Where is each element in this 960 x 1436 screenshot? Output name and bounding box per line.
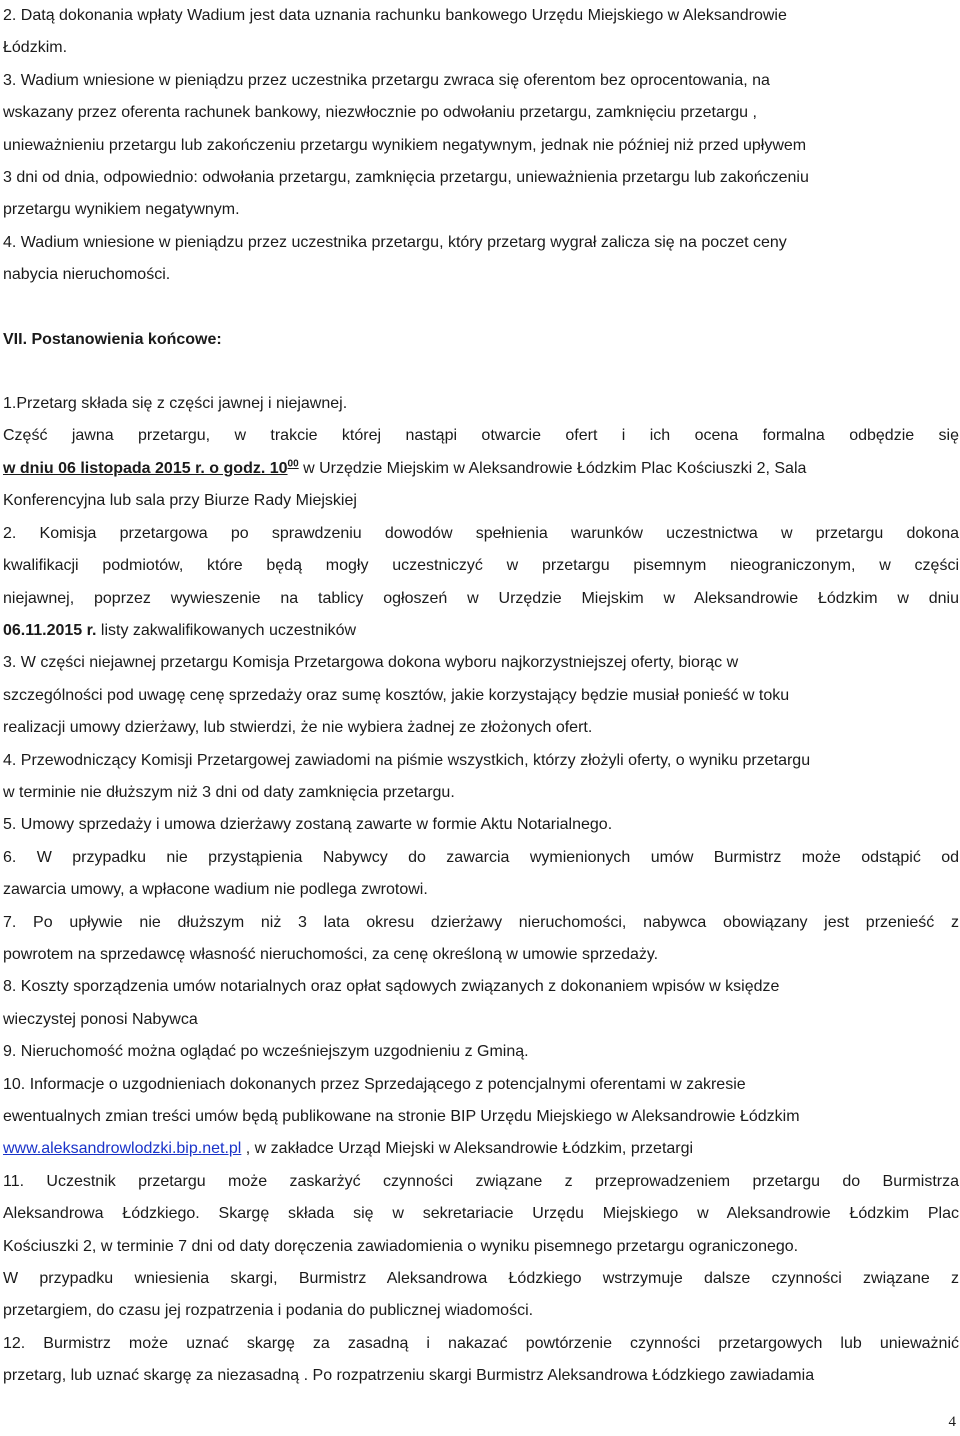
- text-line: 8. Koszty sporządzenia umów notarialnych oraz opłat sądowych związanych z dokonaniem wpisów w księdze: [3, 978, 780, 996]
- text-line: unieważnieniu przetargu lub zakończeniu przetargu wynikiem negatywnym, jednak nie później niż przed upływem: [3, 136, 807, 154]
- text-line: niejawnej, poprzez wywieszenie na tablicy ogłoszeń w Urzędzie Miejskim w Aleksandrowie Łódzkim w dniu: [3, 589, 959, 607]
- text-line: W przypadku wniesienia skargi, Burmistrz Aleksandrowa Łódzkiego wstrzymuje dalsze czynności związane z: [3, 1270, 959, 1288]
- text-line: 3. Wadium wniesione w pieniądzu przez uczestnika przetargu zwraca się oferentom bez oprocentowania, na: [3, 71, 770, 89]
- text-line: Konferencyjna lub sala przy Biurze Rady Miejskiej: [3, 492, 357, 510]
- text-line: www.aleksandrowlodzki.bip.net.pl , w zakładce Urząd Miejski w Aleksandrowie Łódzkim, przetargi: [3, 1140, 694, 1158]
- document-body: [3, 0, 959, 1393]
- text-line: 11. Uczestnik przetargu może zaskarżyć czynności związane z przeprowadzeniem przetargu do Burmistrza: [3, 1172, 959, 1190]
- page-number: 4: [948, 1414, 956, 1430]
- text-line: szczególności pod uwagę cenę sprzedaży oraz sumę kosztów, jakie korzystający będzie musiał ponieść w toku: [3, 686, 790, 704]
- session-time-minutes: 00: [287, 458, 299, 470]
- text-line: Kościuszki 2, w terminie 7 dni od daty doręczenia zawiadomienia o wyniku pisemnego przetargu ograniczonego.: [3, 1237, 799, 1255]
- text-line: 4. Przewodniczący Komisji Przetargowej zawiadomi na piśmie wszystkich, którzy złożyli oferty, o wyniku przetargu: [3, 751, 811, 769]
- text-line: Część jawna przetargu, w trakcie której nastąpi otwarcie ofert i ich ocena formalna odbędzie się: [3, 427, 959, 445]
- text-line: powrotem na sprzedawcę własność nieruchomości, za cenę określoną w umowie sprzedaży.: [3, 945, 659, 963]
- text-line: 6. W przypadku nie przystąpienia Nabywcy do zawarcia wymienionych umów Burmistrz może odstąpić od: [3, 848, 959, 866]
- text-line: Aleksandrowa Łódzkiego. Skargę składa się w sekretariacie Urzędu Miejskiego w Aleksandrowie Łódzkim Plac: [3, 1205, 959, 1223]
- text-line: przetargu wynikiem negatywnym.: [3, 201, 240, 219]
- text-line: 12. Burmistrz może uznać skargę za zasadną i nakazać powtórzenie czynności przetargowych lub unieważnić: [3, 1334, 959, 1352]
- text-line: Łódzkim.: [3, 39, 68, 57]
- session-date: w dniu 06 listopada 2015 r. o godz. 10: [3, 459, 288, 477]
- text-line: 3. W części niejawnej przetargu Komisja Przetargowa dokona wyboru najkorzystniejszej oferty, biorąc w: [3, 654, 739, 672]
- text-line: nabycia nieruchomości.: [3, 266, 171, 284]
- text-line: 06.11.2015 r. listy zakwalifikowanych uczestników: [3, 621, 357, 639]
- text-line: w terminie nie dłuższym niż 3 dni od daty zamknięcia przetargu.: [3, 783, 455, 801]
- text-line: realizacji umowy dzierżawy, lub stwierdzi, że nie wybiera żadnej ze złożonych ofert.: [3, 719, 593, 737]
- text-line: 10. Informacje o uzgodnieniach dokonanych przez Sprzedającego z potencjalnymi oferentami w zakresie: [3, 1075, 746, 1093]
- session-location: w Urzędzie Miejskim w Aleksandrowie Łódzkim Plac Kościuszki 2, Sala: [298, 459, 807, 477]
- text-line: przetargiem, do czasu jej rozpatrzenia i podania do publicznej wiadomości.: [3, 1302, 534, 1320]
- text-line: 7. Po upływie nie dłuższym niż 3 lata okresu dzierżawy nieruchomości, nabywca obowiązany jest przenieść z: [3, 913, 959, 931]
- text-line: wskazany przez oferenta rachunek bankowy, niezwłocznie po odwołaniu przetargu, zamknięciu przetargu ,: [3, 104, 757, 122]
- text-line: 2. Datą dokonania wpłaty Wadium jest data uznania rachunku bankowego Urzędu Miejskiego w Aleksandrowie: [3, 7, 787, 24]
- text-line: zawarcia umowy, a wpłacone wadium nie podlega zwrotowi.: [3, 881, 428, 899]
- text-line: 2. Komisja przetargowa po sprawdzeniu dowodów spełnienia warunków uczestnictwa w przetargu dokona: [3, 524, 959, 542]
- bip-link[interactable]: www.aleksandrowlodzki.bip.net.pl: [3, 1140, 242, 1158]
- text-line: ewentualnych zmian treści umów będą publikowane na stronie BIP Urzędu Miejskiego w Aleksandrowie Łódzkim: [3, 1108, 800, 1125]
- text-line: 3 dni od dnia, odpowiednio: odwołania przetargu, zamknięcia przetargu, unieważnienia przetargu lub zakończeniu: [3, 169, 809, 187]
- text-line: przetarg, lub uznać skargę za niezasadną . Po rozpatrzeniu skargi Burmistrz Aleksandrowa Łódzkiego zawiadamia: [3, 1367, 815, 1385]
- text-line: wieczystej ponosi Nabywca: [3, 1010, 198, 1028]
- qualification-date: 06.11.2015 r.: [3, 621, 97, 639]
- text-line: [3, 453, 959, 485]
- text-line: 4. Wadium wniesione w pieniądzu przez uczestnika przetargu, który przetarg wygrał zalicza się na poczet ceny: [3, 233, 787, 251]
- text-line: 9. Nieruchomość można oglądać po wcześniejszym uzgodnieniu z Gminą.: [3, 1043, 529, 1061]
- text-line: kwalifikacji podmiotów, które będą mogły uczestniczyć w przetargu pisemnym nieograniczonym, w części: [3, 557, 959, 575]
- section-heading: VII. Postanowienia końcowe:: [3, 330, 222, 348]
- text-line: 1.Przetarg składa się z części jawnej i niejawnej.: [3, 395, 348, 413]
- text-line: 5. Umowy sprzedaży i umowa dzierżawy zostaną zawarte w formie Aktu Notarialnego.: [3, 816, 613, 834]
